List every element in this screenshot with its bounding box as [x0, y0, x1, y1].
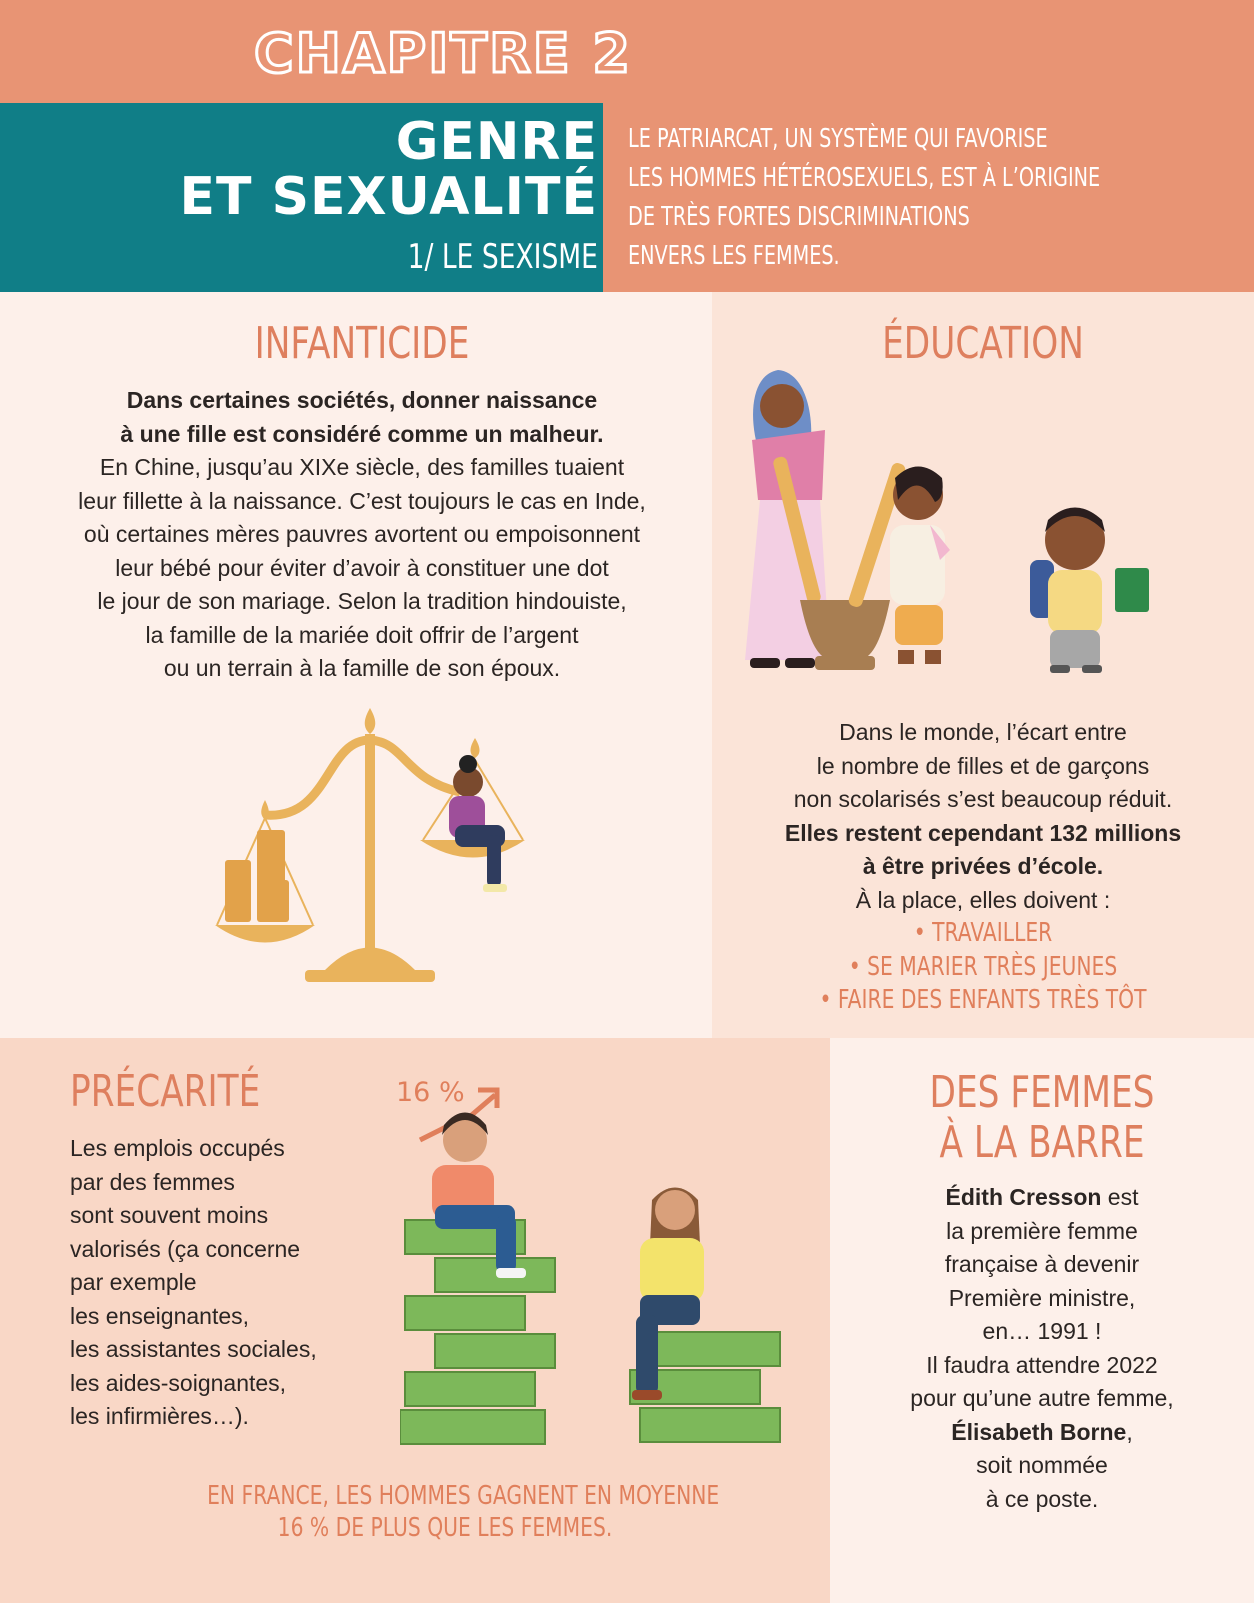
- text-line: En Chine, jusqu’au XIXe siècle, des familles tuaient: [99, 454, 625, 480]
- intro-line: ENVERS LES FEMMES.: [628, 241, 840, 271]
- bullet-item: • FAIRE DES ENFANTS TRÈS TÔT: [819, 985, 1147, 1015]
- text-line: valorisés (ça concerne: [70, 1235, 301, 1262]
- text-line: les enseignantes,: [70, 1302, 250, 1329]
- footer-line: EN FRANCE, LES HOMMES GAGNENT EN MOYENNE: [207, 1481, 720, 1511]
- text-line: Dans certaines sociétés, donner naissance: [126, 387, 598, 413]
- text-line: pour qu’une autre femme,: [910, 1385, 1174, 1411]
- text-line: la première femme: [946, 1217, 1138, 1244]
- precarite-text: [70, 1132, 390, 1434]
- text-line: sont souvent moins: [70, 1202, 269, 1228]
- education-title: ÉDUCATION: [882, 318, 1084, 369]
- text-line: les infirmières…).: [70, 1403, 249, 1429]
- intro-text: [628, 120, 1188, 276]
- text-line: Les emplois occupés: [70, 1135, 285, 1161]
- text-line: en… 1991 !: [982, 1318, 1102, 1344]
- text-line: ou un terrain à la famille de son époux.: [163, 655, 561, 681]
- text-line: Il faudra attendre 2022: [926, 1351, 1158, 1378]
- precarite-title: PRÉCARITÉ: [70, 1066, 261, 1117]
- text-line: leur bébé pour éviter d’avoir à constituer une dot: [115, 554, 609, 581]
- footer-line: 16 % DE PLUS QUE LES FEMMES.: [277, 1513, 613, 1543]
- intro-line: LE PATRIARCAT, UN SYSTÈME QUI FAVORISE: [628, 124, 1048, 154]
- text-line: française à devenir: [944, 1251, 1140, 1277]
- scale-illustration: [205, 700, 545, 1010]
- text-line: par exemple: [70, 1269, 197, 1295]
- bullet-item: • SE MARIER TRÈS JEUNES: [848, 951, 1118, 982]
- person-name: Élisabeth Borne: [951, 1418, 1127, 1445]
- text-line: les aides-soignantes,: [70, 1369, 287, 1396]
- text-line: à une fille est considéré comme un malheur.: [120, 420, 604, 447]
- text-line: soit nommée: [976, 1452, 1108, 1478]
- percent-label: 16 %: [396, 1077, 465, 1108]
- text-line: la famille de la mariée doit offrir de l’argent: [145, 621, 579, 648]
- text-line: Première ministre,: [948, 1284, 1136, 1311]
- text-line: où certaines mères pauvres avortent ou empoisonnent: [83, 521, 641, 547]
- precarite-footer: [140, 1480, 750, 1544]
- title-line: DES FEMMES: [929, 1067, 1155, 1118]
- text-line: Elles restent cependant 132 millions: [784, 819, 1182, 846]
- text-line: le jour de son mariage. Selon la tradition hindouiste,: [97, 588, 627, 614]
- education-illustration: [730, 360, 1200, 690]
- title-line: À LA BARRE: [939, 1117, 1145, 1168]
- text-line: le nombre de filles et de garçons: [816, 752, 1150, 779]
- text-line: À la place, elles doivent :: [855, 886, 1111, 913]
- intro-line: LES HOMMES HÉTÉROSEXUELS, EST À L’ORIGINE: [628, 163, 1101, 193]
- section-subtitle: 1/ LE SEXISME: [407, 237, 598, 277]
- text-line: à ce poste.: [985, 1485, 1099, 1512]
- infanticide-text: [20, 384, 704, 686]
- bullet-item: • TRAVAILLER: [913, 918, 1053, 948]
- infanticide-title: INFANTICIDE: [254, 318, 470, 369]
- text-line: non scolarisés s’est beaucoup réduit.: [793, 786, 1173, 812]
- money-illustration: [400, 1080, 800, 1460]
- femmes-barre-text: [830, 1181, 1254, 1516]
- text-line: les assistantes sociales,: [70, 1336, 317, 1362]
- text-fragment: est: [1101, 1184, 1139, 1210]
- title-line-1: GENRE: [395, 112, 598, 172]
- text-line: à être privées d’école.: [862, 853, 1104, 879]
- text-line: Dans le monde, l’écart entre: [839, 719, 1127, 745]
- person-name: Édith Cresson: [945, 1184, 1102, 1210]
- text-line: leur fillette à la naissance. C’est toujours le cas en Inde,: [78, 487, 646, 514]
- education-text: [712, 716, 1254, 1018]
- text-fragment: ,: [1126, 1418, 1133, 1445]
- title-line-2: ET SEXUALITÉ: [179, 167, 598, 227]
- femmes-barre-title: [830, 1068, 1254, 1168]
- intro-line: DE TRÈS FORTES DISCRIMINATIONS: [628, 202, 970, 232]
- chapter-label: CHAPITRE 2: [254, 22, 632, 85]
- text-line: par des femmes: [70, 1168, 235, 1195]
